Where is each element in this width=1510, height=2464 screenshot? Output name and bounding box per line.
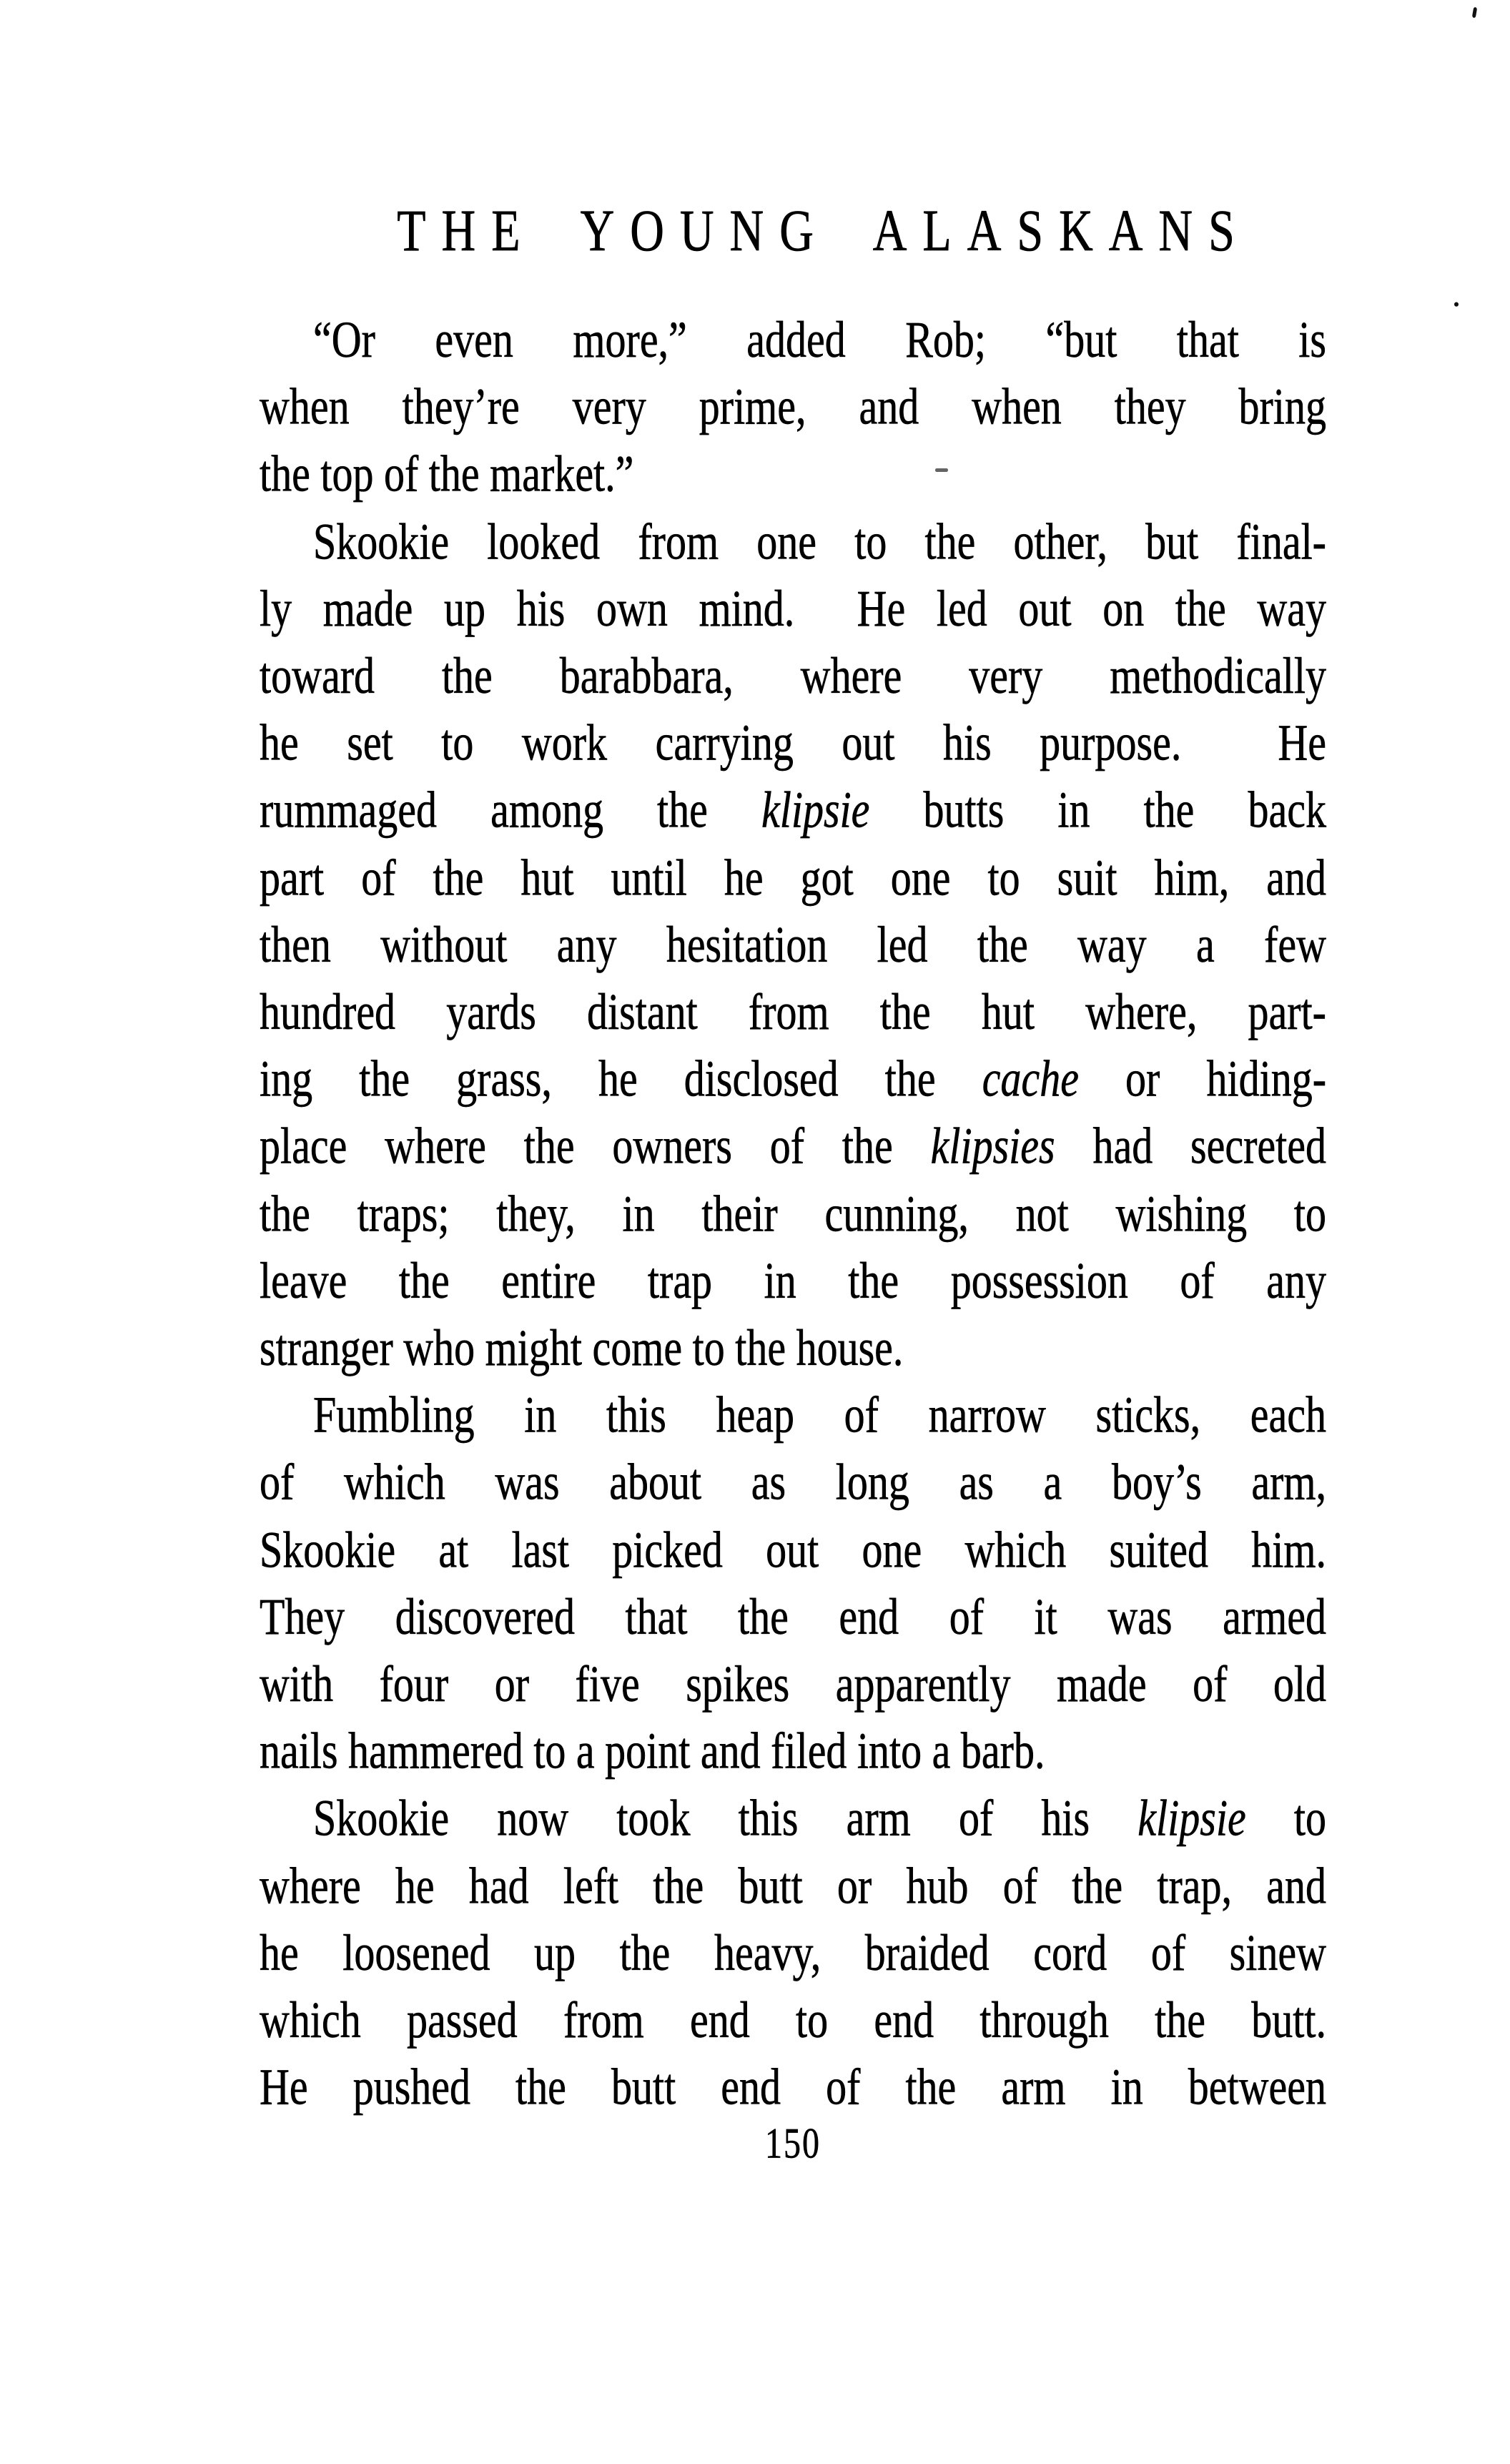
text-line (260, 440, 1326, 508)
text-segment: of which was about as long as a boy’s arm, (260, 1452, 1326, 1512)
text-line (260, 1650, 1326, 1718)
running-header: THE YOUNG ALASKANS (397, 198, 1250, 264)
text-segment: ing the grass, he disclosed the (260, 1049, 982, 1108)
text-segment: They discovered that the end of it was armed (260, 1587, 1326, 1646)
text-segment: he loosened up the heavy, braided cord of sinew (260, 1923, 1326, 1982)
text-segment: hundred yards distant from the hut where, part- (260, 982, 1326, 1041)
italic-term: klipsie (1138, 1788, 1246, 1848)
text-line (260, 1449, 1326, 1516)
text-line (260, 1314, 1326, 1381)
text-segment: Fumbling in this heap of narrow sticks, each (313, 1385, 1326, 1444)
text-segment: when they’re very prime, and when they bring (260, 377, 1326, 436)
text-segment: ly made up his own mind. He led out on the way (260, 578, 1326, 638)
text-line (260, 1113, 1326, 1180)
text-line (260, 1852, 1326, 1919)
text-line (260, 2054, 1326, 2121)
scan-speck (1454, 302, 1459, 307)
text-segment: part of the hut until he got one to suit him, and (260, 847, 1326, 907)
text-segment: rummaged among the (260, 780, 761, 839)
text-line (260, 1045, 1326, 1113)
text-segment: to (1245, 1788, 1326, 1848)
text-line (260, 777, 1326, 844)
text-segment: He pushed the butt end of the arm in between (260, 2057, 1326, 2116)
text-line (260, 508, 1326, 575)
text-segment: Skookie now took this arm of his (313, 1788, 1138, 1848)
text-line (260, 1516, 1326, 1583)
text-line (260, 575, 1326, 642)
page-number: 150 (765, 2120, 821, 2168)
text-segment: then without any hesitation led the way a few (260, 915, 1326, 974)
text-line (260, 1180, 1326, 1247)
italic-term: klipsie (761, 780, 870, 839)
text-segment: place where the owners of the (260, 1116, 931, 1176)
text-segment: with four or five spikes apparently made of old (260, 1654, 1326, 1713)
text-line (260, 978, 1326, 1045)
text-line (260, 1785, 1326, 1852)
text-segment: the traps; they, in their cunning, not wishing to (260, 1183, 1326, 1243)
text-line (260, 1919, 1326, 1986)
text-line (260, 1718, 1326, 1785)
text-segment: where he had left the butt or hub of the trap, and (260, 1856, 1326, 1915)
text-segment: butts in the back (869, 780, 1326, 839)
text-line (260, 1583, 1326, 1650)
text-segment: which passed from end to end through the butt. (260, 1990, 1326, 2049)
text-line (260, 844, 1326, 911)
scan-speck (935, 468, 948, 472)
text-segment: he set to work carrying out his purpose. He (260, 713, 1326, 772)
italic-term: klipsies (930, 1116, 1055, 1176)
text-line (260, 1986, 1326, 2054)
text-line (260, 306, 1326, 373)
text-line (260, 709, 1326, 777)
text-segment: stranger who might come to the house. (260, 1318, 904, 1377)
italic-term: cache (982, 1049, 1079, 1108)
text-segment: toward the barabbara, where very methodically (260, 646, 1326, 705)
text-line (260, 373, 1326, 440)
text-segment: leave the entire trap in the possession of any (260, 1251, 1326, 1310)
text-segment: Skookie at last picked out one which suited him. (260, 1519, 1326, 1579)
text-line (260, 911, 1326, 978)
text-segment: the top of the market.” (260, 444, 634, 503)
text-line (260, 1247, 1326, 1314)
text-segment: nails hammered to a point and filed into a barb. (260, 1721, 1045, 1780)
text-segment: “Or even more,” added Rob; “but that is (313, 310, 1326, 368)
text-segment: or hiding- (1078, 1049, 1327, 1108)
text-segment: had secreted (1055, 1116, 1327, 1176)
scan-speck (1472, 7, 1477, 19)
text-line (260, 642, 1326, 709)
text-line (260, 1381, 1326, 1449)
text-segment: Skookie looked from one to the other, but final- (313, 511, 1326, 571)
body-text (260, 306, 1326, 2121)
